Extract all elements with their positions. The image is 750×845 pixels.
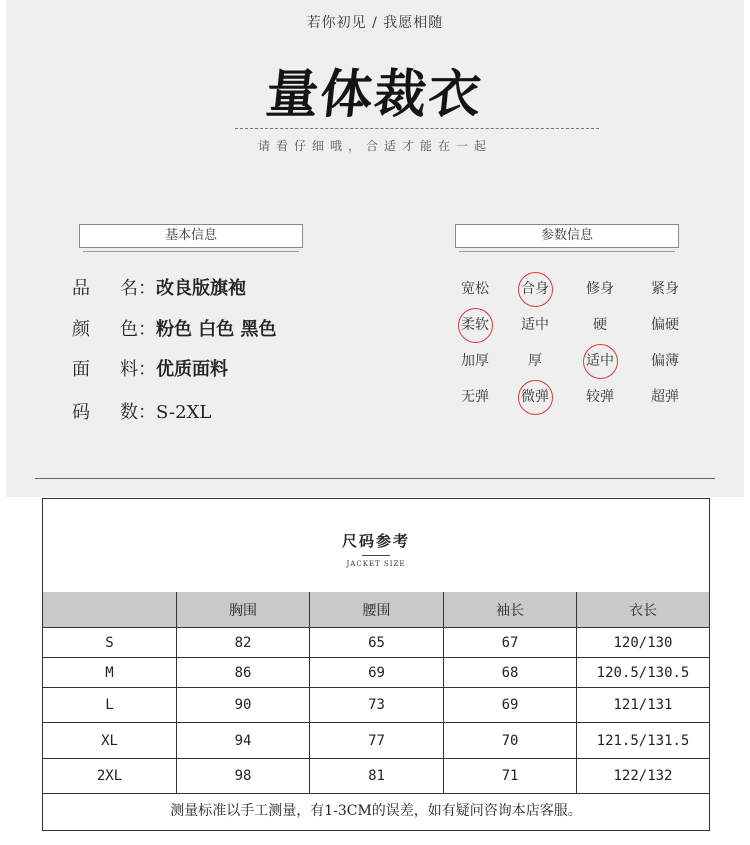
column-header: 袖长 — [444, 592, 577, 627]
info-label: 颜 — [72, 319, 90, 340]
info-value: S-2XL — [156, 402, 212, 423]
info-row-fabric — [72, 355, 228, 381]
param-option: 加厚 — [461, 353, 489, 369]
table-cell: 73 — [310, 688, 444, 722]
info-label: 数： — [120, 402, 156, 423]
table-row — [43, 628, 709, 658]
table-cell: 98 — [177, 759, 310, 793]
info-value: 优质面料 — [156, 359, 228, 380]
param-option: 超弹 — [651, 389, 679, 405]
info-row-sizes — [72, 398, 211, 424]
param-option: 偏薄 — [651, 353, 679, 369]
table-row — [43, 759, 709, 794]
measurement-note: 测量标准以手工测量，有1-3CM的误差，如有疑问咨询本店客服。 — [170, 803, 582, 819]
param-option: 较弹 — [586, 389, 614, 405]
param-option: 紧身 — [651, 281, 679, 297]
size-table — [42, 498, 710, 831]
subtitle: 请看仔细哦，合适才能在一起 — [257, 139, 492, 153]
table-cell: 2XL — [43, 759, 177, 793]
table-row — [43, 658, 709, 688]
param-option-selected: 柔软 — [455, 308, 495, 342]
title-rule — [362, 555, 390, 556]
param-option: 无弹 — [461, 389, 489, 405]
info-label: 色： — [120, 319, 156, 340]
table-cell: 121.5/131.5 — [596, 732, 690, 749]
column-header: 腰围 — [310, 592, 444, 627]
table-cell: 120.5/130.5 — [596, 664, 690, 681]
param-option: 硬 — [593, 317, 607, 333]
param-option: 修身 — [586, 281, 614, 297]
param-option: 宽松 — [461, 281, 489, 297]
table-cell: 68 — [444, 658, 577, 687]
table-cell: 69 — [310, 658, 444, 687]
table-header-row — [43, 592, 709, 628]
table-cell: XL — [43, 723, 177, 758]
table-cell: S — [43, 628, 177, 657]
table-cell: 120/130 — [613, 634, 673, 651]
param-option: 偏硬 — [651, 317, 679, 333]
table-cell: M — [43, 658, 177, 687]
param-option: 厚 — [528, 353, 542, 369]
section-divider — [35, 478, 715, 479]
table-cell: 67 — [444, 628, 577, 657]
column-header — [43, 592, 177, 627]
size-table-subtitle: JACKET SIZE — [346, 560, 406, 568]
info-label: 名： — [120, 278, 156, 299]
param-option-selected: 微弹 — [515, 380, 555, 414]
param-option-selected: 适中 — [580, 344, 620, 378]
table-row — [43, 688, 709, 723]
info-row-color — [72, 315, 277, 341]
slogan: 若你初见 / 我愿相随 — [306, 15, 444, 31]
info-row-name — [72, 274, 246, 300]
param-option: 适中 — [521, 317, 549, 333]
table-cell: 122/132 — [613, 768, 673, 784]
info-label: 面 — [72, 359, 90, 380]
info-value: 改良版旗袍 — [156, 278, 246, 299]
table-cell: 94 — [177, 723, 310, 758]
info-label: 品 — [72, 278, 90, 299]
table-cell: 71 — [444, 759, 577, 793]
param-info-heading: 参数信息 — [455, 224, 679, 248]
size-table-header — [43, 499, 709, 593]
table-cell: 77 — [310, 723, 444, 758]
dashed-divider — [235, 128, 599, 129]
table-cell: 81 — [310, 759, 444, 793]
size-table-title: 尺码参考 — [341, 532, 410, 550]
info-label: 料： — [120, 359, 156, 380]
table-cell: 82 — [177, 628, 310, 657]
table-cell: 86 — [177, 658, 310, 687]
table-cell: 69 — [444, 688, 577, 722]
column-header: 衣长 — [629, 602, 657, 619]
page-title: 量体裁衣 — [263, 64, 486, 125]
column-header: 胸围 — [177, 592, 310, 627]
table-cell: L — [43, 688, 177, 722]
table-cell: 121/131 — [613, 697, 673, 713]
basic-info-heading: 基本信息 — [79, 224, 303, 248]
table-cell: 70 — [444, 723, 577, 758]
param-option-selected: 合身 — [515, 272, 555, 306]
table-cell: 90 — [177, 688, 310, 722]
table-row — [43, 723, 709, 759]
info-label: 码 — [72, 402, 90, 423]
info-value: 粉色 白色 黑色 — [156, 319, 277, 340]
table-cell: 65 — [310, 628, 444, 657]
